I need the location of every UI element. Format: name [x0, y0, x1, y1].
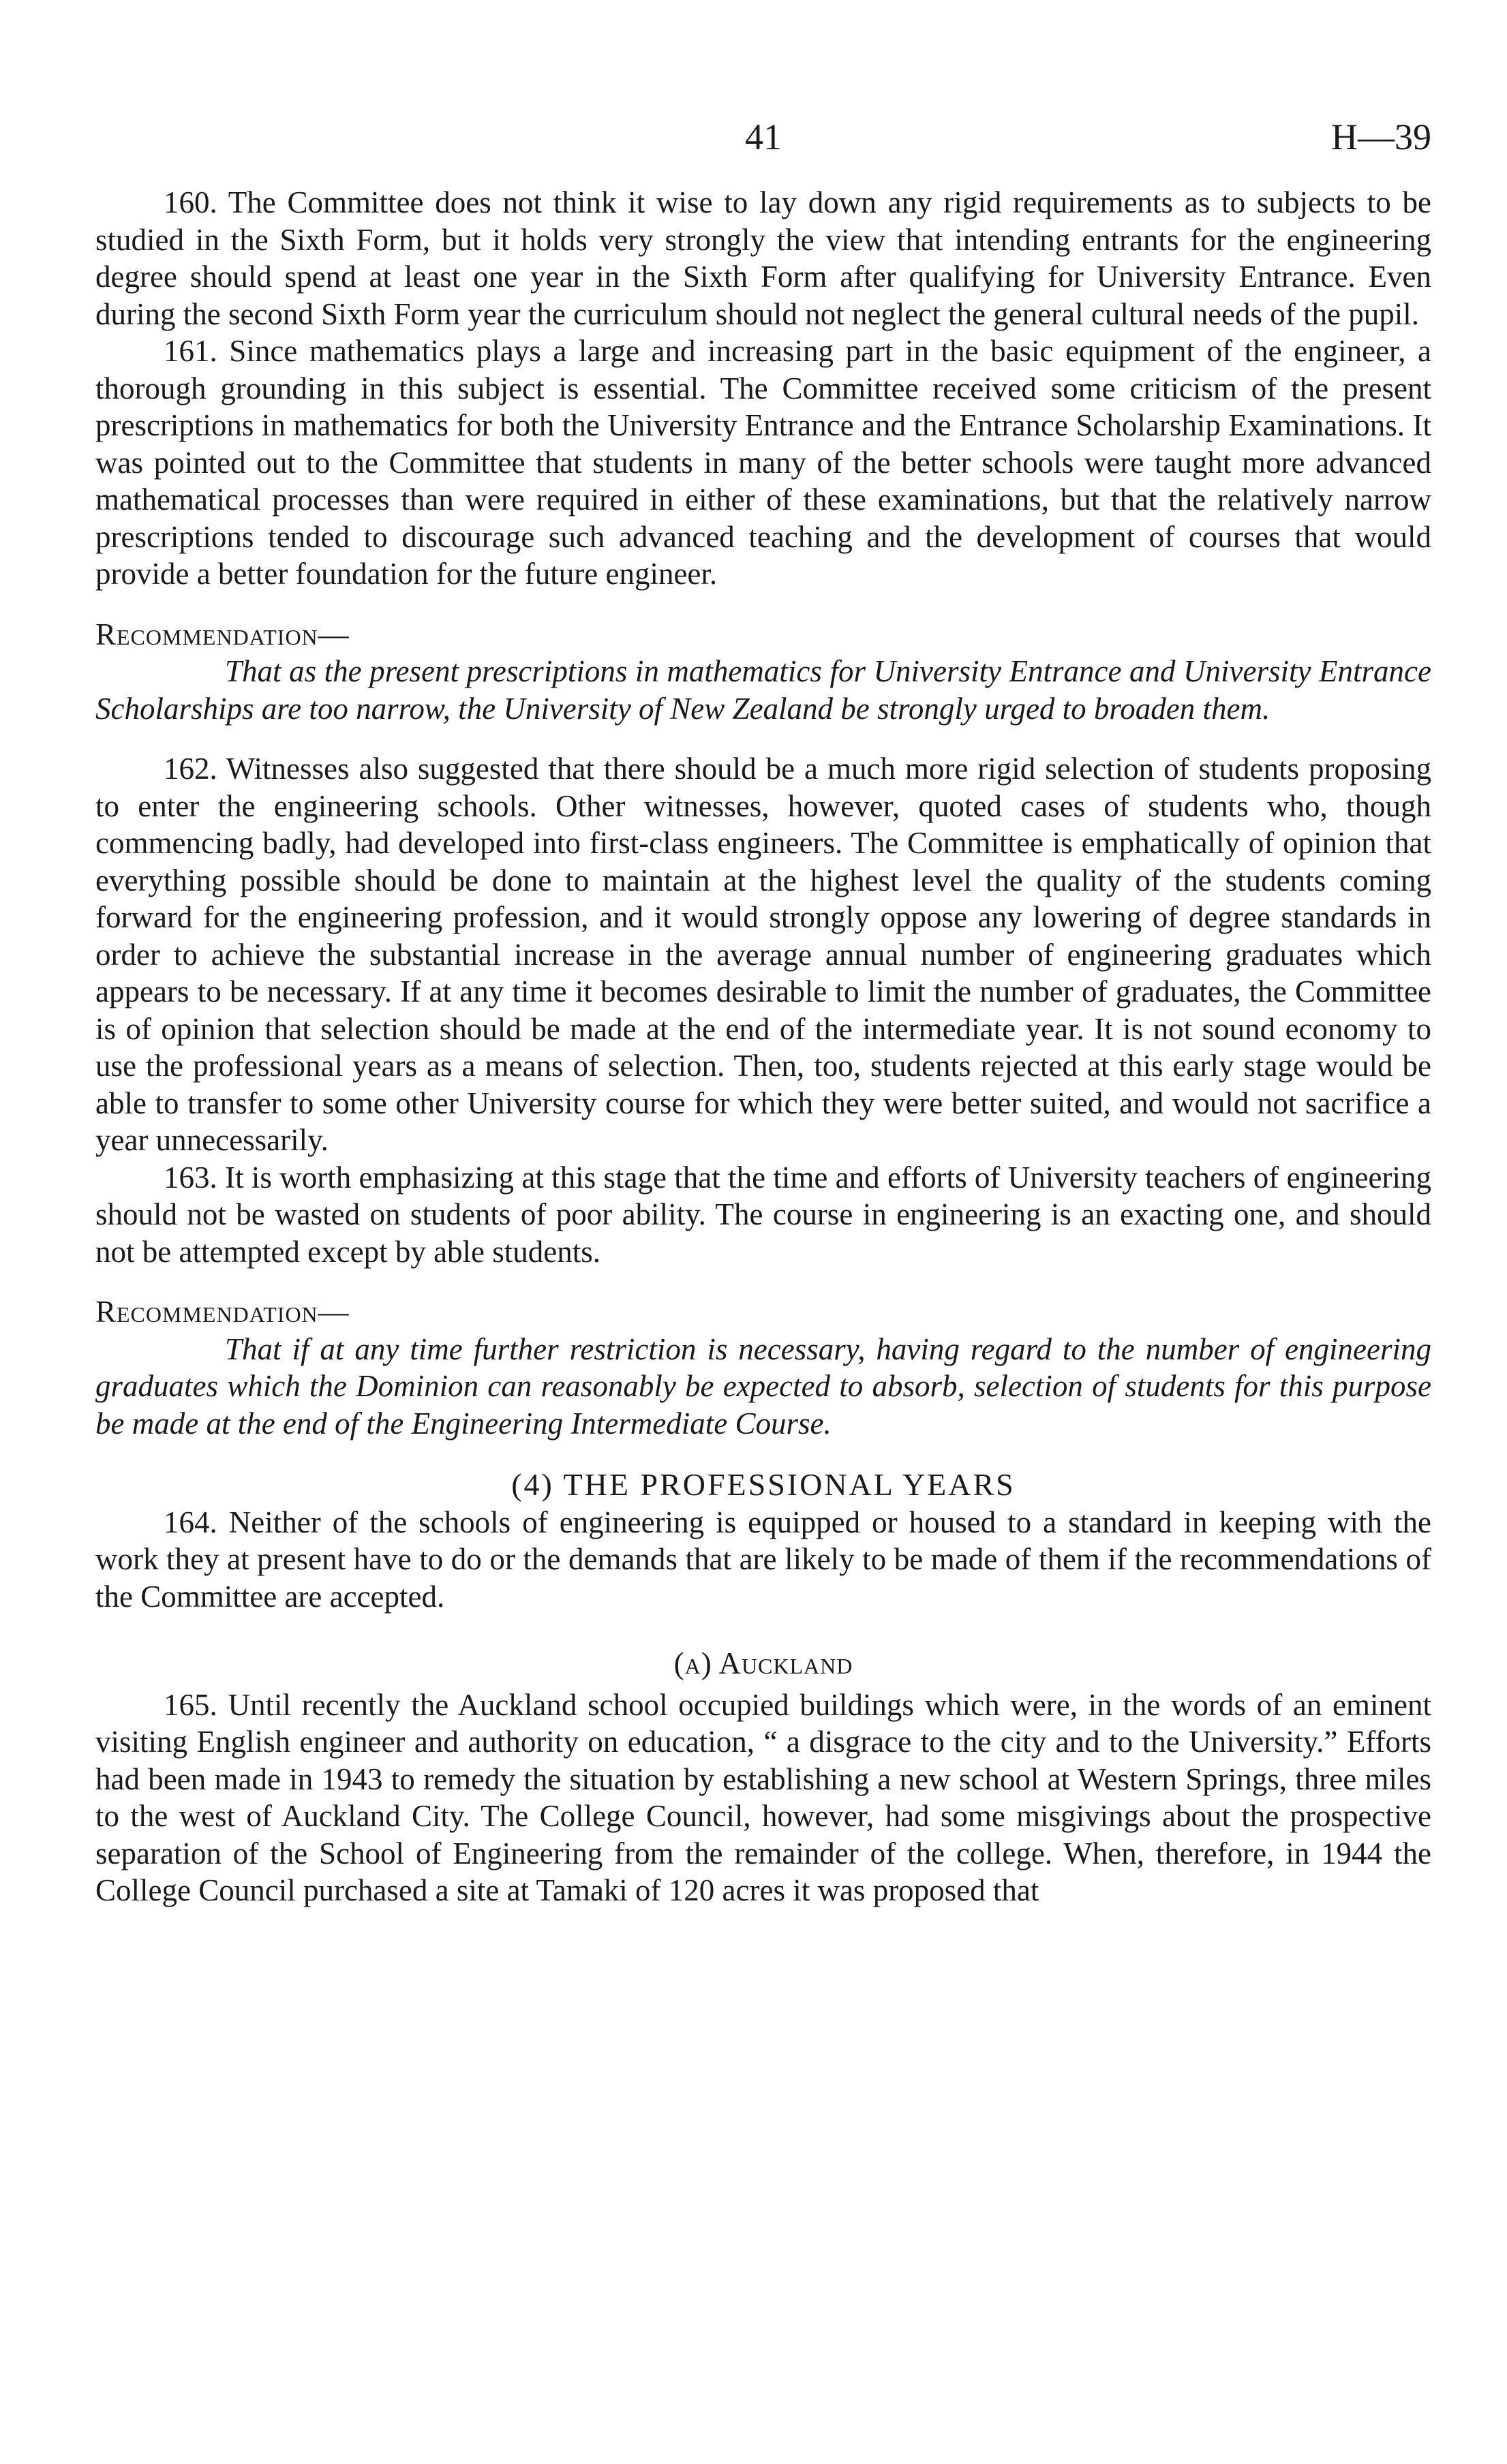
- paragraph-164: 164. Neither of the schools of engineering is equipped or housed to a standard in keeping with the work they at present have to do or the demands that are likely to be made of them if the recommendations of the Committee are accepted.: [95, 1505, 1431, 1614]
- report-code: H—39: [1331, 117, 1431, 157]
- paragraph-160: 160. The Committee does not think it wise to lay down any rigid requirements as to subjects to be studied in the Sixth Form, but it holds very strongly the view that intending entrants for the engineering degree should spend at least one year in the Sixth Form after qualifying for University Entrance. Even during the second Sixth Form year the curriculum should not neglect the general cultural needs of the pupil.: [95, 185, 1431, 331]
- paragraph-165: 165. Until recently the Auckland school occupied buildings which were, in the words of an eminent visiting English engineer and authority on education, “ a disgrace to the city and to the University.” Efforts had been made in 1943 to remedy the situation by establishing a new school at Western Springs, three miles to the west of Auckland City. The College Council, however, had some misgivings about the prospective separation of the School of Engineering from the remainder of the college. When, therefore, in 1944 the College Council purchased a site at Tamaki of 120 acres it was proposed that: [95, 1687, 1431, 1907]
- document-page: [95, 116, 1431, 1909]
- section-heading: (4) THE PROFESSIONAL YEARS: [511, 1467, 1016, 1502]
- recommendation-body-1: That as the present prescriptions in mathematics for University Entrance and University Entrance Scholarships are too narrow, the University of New Zealand be strongly urged to broaden them.: [95, 654, 1431, 726]
- paragraph-162: 162. Witnesses also suggested that there should be a much more rigid selection of students proposing to enter the engineering schools. Other witnesses, however, quoted cases of students who, though commencing badly, had developed into first-class engineers. The Committee is emphatically of opinion that everything possible should be done to maintain at the highest level the quality of the students coming forward for the engineering profession, and it would strongly oppose any lowering of degree standards in order to achieve the substantial increase in the average annual number of engineering graduates which appears to be necessary. If at any time it becomes desirable to limit the number of graduates, the Committee is of opinion that selection should be made at the end of the intermediate year. It is not sound economy to use the professional years as a means of selection. Then, too, students rejected at this early stage would be able to transfer to some other University course for which they were better suited, and would not sacrifice a year unnecessarily.: [95, 752, 1431, 1157]
- recommendation-body-2: That if at any time further restriction is necessary, having regard to the number of engineering graduates which the Dominion can reasonably be expected to absorb, selection of students for this purpose be made at the end of the Engineering Intermediate Course.: [95, 1331, 1431, 1441]
- recommendation-heading-1: Recommendation—: [95, 617, 350, 651]
- paragraph-161: 161. Since mathematics plays a large and increasing part in the basic equipment of the engineer, a thorough grounding in this subject is essential. The Committee received some criticism of the present prescriptions in mathematics for both the University Entrance and the Entrance Scholarship Examinations. It was pointed out to the Committee that students in many of the better schools were taught more advanced mathematical processes than were required in either of these examinations, but that the relatively narrow prescriptions tended to discourage such advanced teaching and the development of courses that would provide a better foundation for the future engineer.: [95, 334, 1431, 591]
- page-number: 41: [745, 117, 782, 157]
- subsection-heading: (a) Auckland: [673, 1646, 853, 1680]
- page-header: [95, 116, 1431, 184]
- recommendation-heading-2: Recommendation—: [95, 1295, 350, 1329]
- paragraph-163: 163. It is worth emphasizing at this stage that the time and efforts of University teachers of engineering should not be wasted on students of poor ability. The course in engineering is an exacting one, and should not be attempted except by able students.: [95, 1160, 1431, 1269]
